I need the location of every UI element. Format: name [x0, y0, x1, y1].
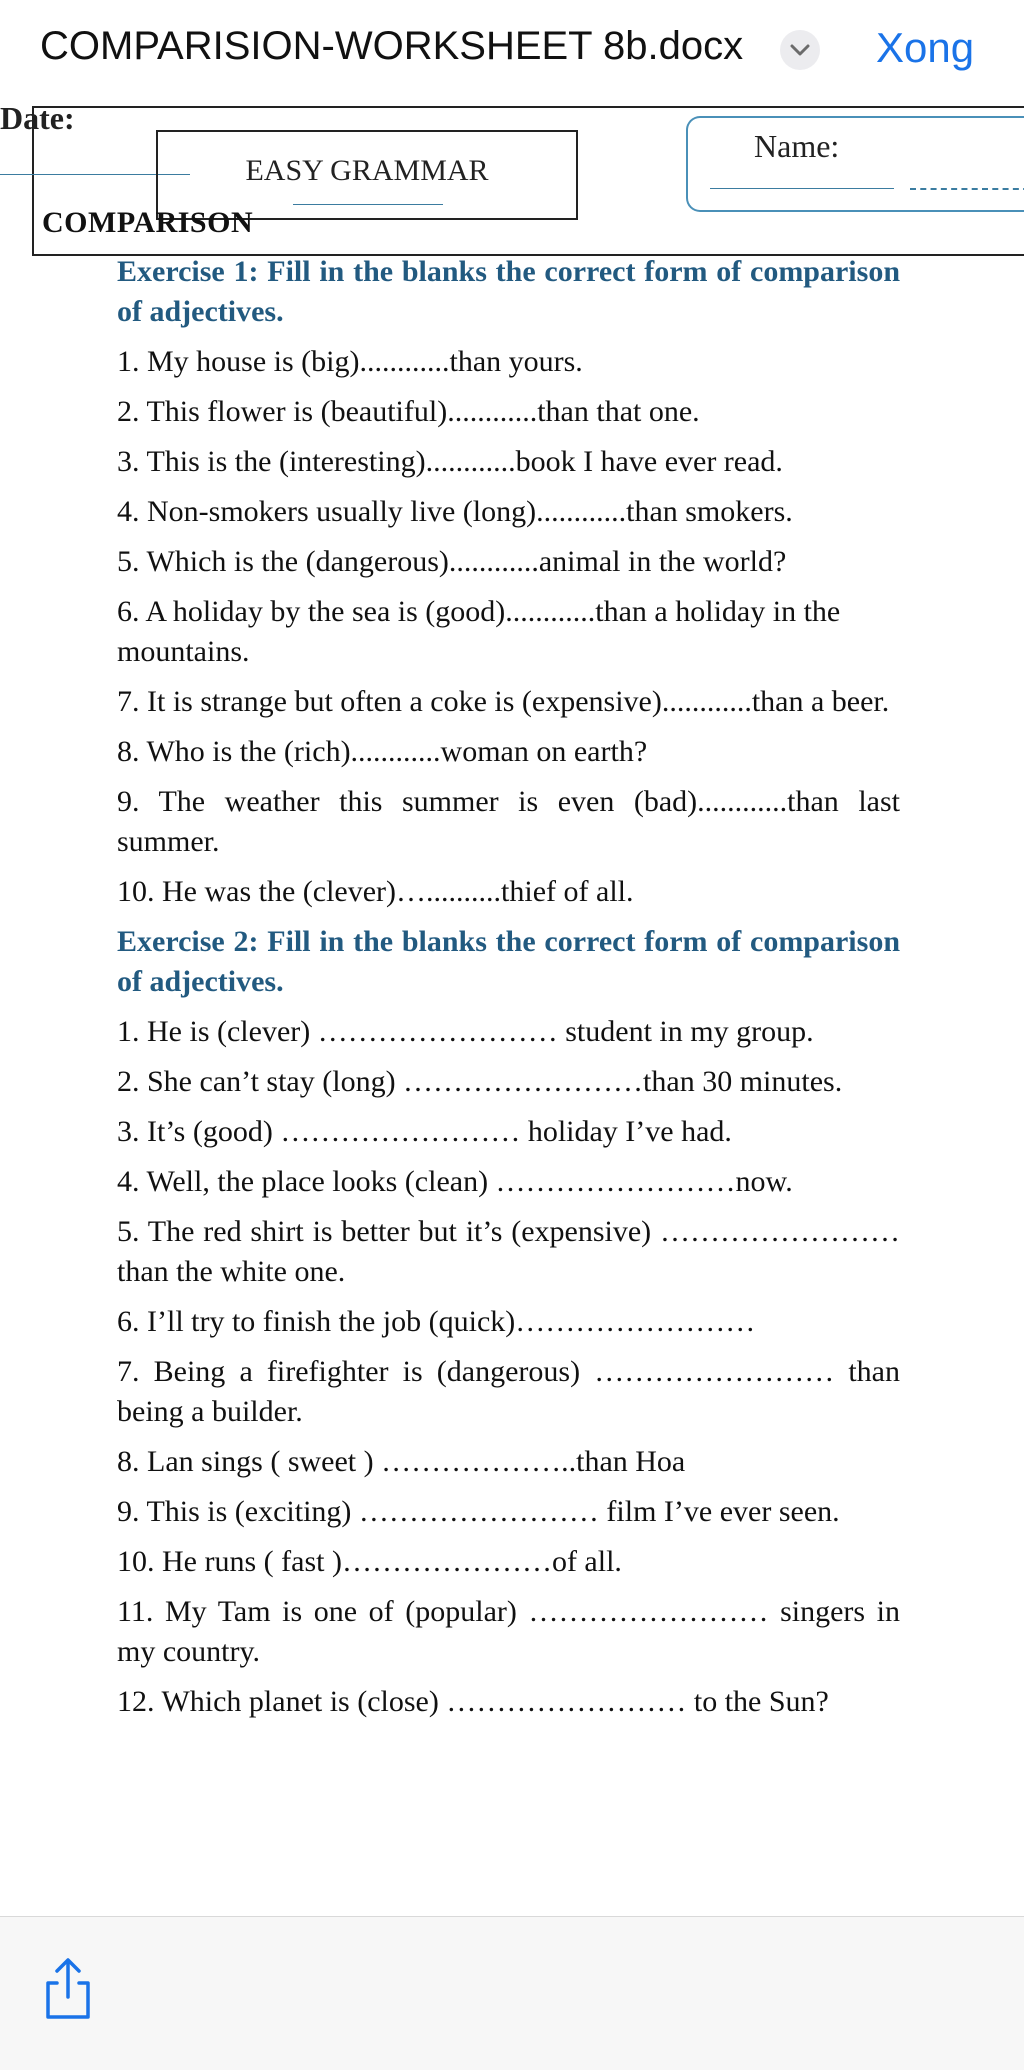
name-underline — [710, 188, 894, 189]
date-label: Date: — [0, 100, 75, 136]
exercise-1-item: 9. The weather this summer is even (bad)............than last summer. — [117, 785, 900, 858]
top-bar — [0, 0, 1024, 101]
exercise-1-item: 7. It is strange but often a coke is (expensive)............than a beer. — [117, 685, 890, 718]
exercise-2-item: 12. Which planet is (close) …………………… to the Sun? — [117, 1685, 829, 1718]
exercise-2-item: 8. Lan sings ( sweet ) ………………..than Hoa — [117, 1445, 686, 1478]
exercise-1-heading: Exercise 1: Fill in the blanks the correct form of comparison of adjectives. — [117, 255, 900, 328]
done-button[interactable]: Xong — [876, 24, 975, 71]
exercise-2-item: 6. I’ll try to finish the job (quick)…………………… — [117, 1305, 756, 1338]
share-button[interactable] — [38, 1957, 98, 2021]
exercise-1-item: 1. My house is (big)............than yours. — [117, 345, 583, 378]
exercise-1-item: 6. A holiday by the sea is (good)............than a holiday in the mountains. — [117, 595, 841, 668]
name-box — [686, 116, 1024, 212]
worksheet-content — [117, 252, 900, 1732]
chevron-down-icon — [790, 44, 810, 56]
exercise-2-item: 10. He runs ( fast )…………………of all. — [117, 1545, 622, 1578]
exercise-2-heading: Exercise 2: Fill in the blanks the correct form of comparison of adjectives. — [117, 925, 900, 998]
exercise-2-item: 1. He is (clever) …………………… student in my group. — [117, 1015, 814, 1048]
exercise-2-item: 7. Being a firefighter is (dangerous) …………………… than being a builder. — [117, 1355, 900, 1428]
title-menu-button[interactable] — [780, 30, 820, 70]
exercise-1-item: 2. This flower is (beautiful)............than that one. — [117, 395, 700, 428]
document-viewer[interactable] — [0, 100, 1024, 1916]
name-label: Name: — [754, 128, 840, 164]
exercise-1-item: 8. Who is the (rich)............woman on earth? — [117, 735, 648, 768]
document-title[interactable]: COMPARISION-WORKSHEET 8b.docx — [40, 24, 744, 68]
exercise-2-item: 3. It’s (good) …………………… holiday I’ve had. — [117, 1115, 732, 1148]
exercise-2-item: 9. This is (exciting) …………………… film I’ve ever seen. — [117, 1495, 840, 1528]
exercise-1-item: 5. Which is the (dangerous)............animal in the world? — [117, 545, 787, 578]
topic-label: COMPARISON — [42, 206, 254, 239]
exercise-2-item: 4. Well, the place looks (clean) ……………………now. — [117, 1165, 793, 1198]
banner-underline — [293, 204, 443, 205]
exercise-1-item: 10. He was the (clever)…..........thief of all. — [117, 875, 634, 908]
exercise-2-item: 2. She can’t stay (long) ……………………than 30 minutes. — [117, 1065, 843, 1098]
name-dashed-line — [910, 188, 1024, 190]
bottom-toolbar — [0, 1916, 1024, 2070]
exercise-1-item: 4. Non-smokers usually live (long)............than smokers. — [117, 495, 793, 528]
exercise-2-item: 5. The red shirt is better but it’s (expensive) …………………… than the white one. — [117, 1215, 900, 1288]
banner-title: EASY GRAMMAR — [245, 154, 489, 187]
exercise-1-item: 3. This is the (interesting)............book I have ever read. — [117, 445, 783, 478]
exercise-2-item: 11. My Tam is one of (popular) …………………… singers in my country. — [117, 1595, 900, 1668]
share-icon — [38, 1957, 98, 2021]
